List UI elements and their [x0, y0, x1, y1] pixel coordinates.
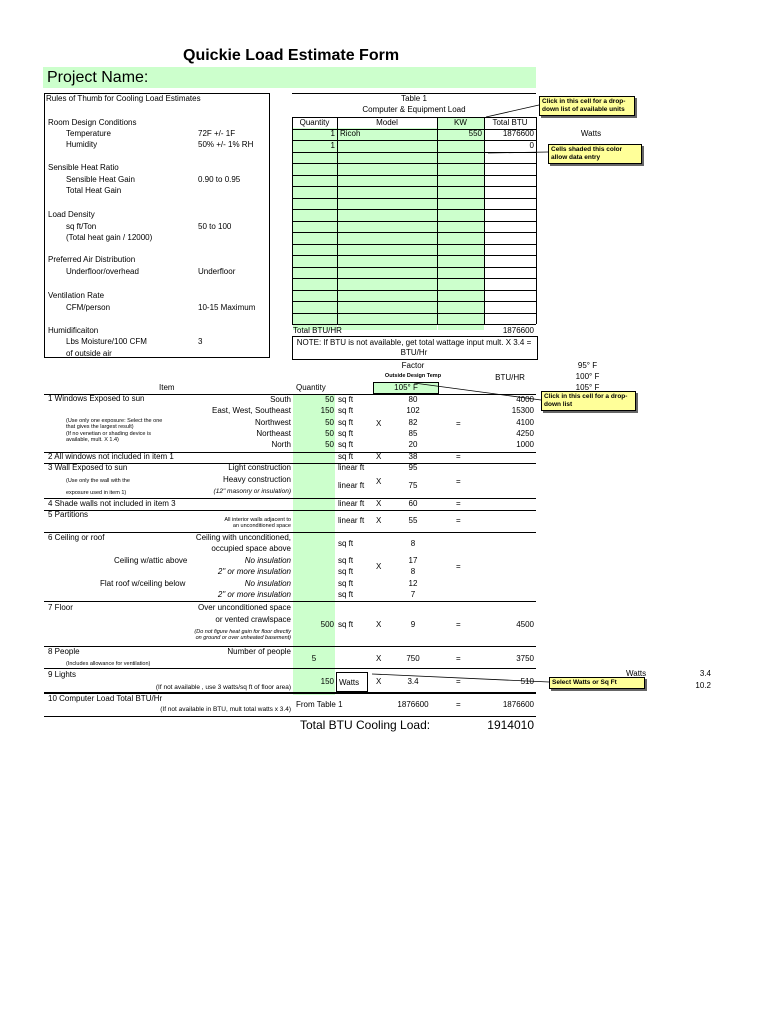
x-symbol: X [376, 562, 382, 571]
row1-model[interactable]: Ricoh [340, 129, 361, 138]
side-sqft-value: 10.2 [695, 681, 711, 690]
watts-label: Watts [580, 129, 602, 138]
item7-title: 7 Floor [48, 603, 73, 612]
item2-title: 2 All windows not included in item 1 [48, 452, 174, 461]
window-unit: sq ft [338, 418, 354, 427]
x-symbol: X [376, 677, 382, 686]
rule-label: Ventilation Rate [48, 291, 105, 300]
rule-label: Room Design Conditions [48, 118, 137, 127]
item6-unit: sq ft [338, 567, 354, 576]
item1-note: (Use only one exposure: Select the one [66, 418, 163, 424]
factor-sub: Outside Design Temp [384, 373, 442, 379]
window-unit: sq ft [338, 440, 354, 449]
item3-title: 3 Wall Exposed to sun [48, 463, 128, 472]
item9-btu: 510 [520, 677, 534, 686]
item7-qty[interactable]: 500 [320, 620, 334, 629]
row2-qty[interactable]: 1 [330, 141, 335, 150]
btu-hr-label: BTU/HR [495, 373, 525, 382]
rule-value: 10-15 Maximum [198, 303, 256, 312]
item9-note: (If not available , use 3 watts/sq ft of floor area) [155, 684, 291, 691]
item10-title: 10 Computer Load Total BTU/Hr [48, 694, 163, 703]
item9-qty[interactable]: 150 [320, 677, 334, 686]
rule-value: 72F +/- 1F [198, 129, 236, 138]
item8-desc: Number of people [227, 647, 291, 656]
item8-factor: 750 [406, 654, 420, 663]
item6-factor: 8 [410, 539, 416, 548]
rule-label: (Total heat gain / 12000) [66, 233, 153, 242]
item3-heavy: Heavy construction [222, 475, 291, 484]
side-watts-label: Watts [626, 669, 647, 678]
x-symbol: X [376, 654, 382, 663]
total-value: 1914010 [487, 718, 534, 732]
col-kw[interactable]: KW [454, 118, 467, 127]
item9-title: 9 Lights [48, 670, 77, 679]
item6-desc: Ceiling with unconditioned, [195, 533, 291, 542]
table1-total-value: 1876600 [502, 326, 534, 335]
rule-value: 0.90 to 0.95 [198, 175, 241, 184]
eq-symbol: = [456, 562, 461, 571]
item7-desc: or vented crawlspace [215, 615, 291, 624]
col-quantity: Quantity [299, 118, 330, 127]
x-symbol: X [376, 419, 382, 428]
item1-note: (If no venetian or shading device is [66, 431, 151, 437]
item5-title: 5 Partitions [48, 510, 89, 519]
item3-factor: 75 [408, 481, 418, 490]
row1-kw[interactable]: 550 [468, 129, 482, 138]
form-title: Quickie Load Estimate Form [183, 47, 400, 64]
item5-factor: 55 [408, 516, 418, 525]
item2-unit: sq ft [338, 452, 354, 461]
item6-factor: 12 [408, 579, 418, 588]
rule-label: Lbs Moisture/100 CFM [66, 337, 147, 346]
item5-unit: linear ft [338, 516, 365, 525]
rule-label: Underfloor/overhead [66, 267, 139, 276]
rule-label: CFM/person [66, 303, 111, 312]
window-factor: 82 [408, 418, 418, 427]
item3-note: (Use only the wall with the [66, 478, 130, 484]
item7-note: (Do not figure heat gain for floor directly [194, 629, 291, 635]
rule-value: 3 [198, 337, 203, 346]
item6-noins: No insulation [244, 556, 291, 565]
x-symbol: X [376, 620, 382, 629]
window-btu: 1000 [516, 440, 534, 449]
window-qty[interactable]: 150 [320, 406, 334, 415]
window-factor: 20 [408, 440, 418, 449]
rule-label: Sensible Heat Ratio [48, 163, 119, 172]
table1-note: NOTE: If BTU is not available, get total wattage input mult. X 3.4 = BTU/Hr [296, 338, 532, 357]
note-dropdown-units: Click in this cell for a drop-down list of available units [539, 96, 635, 116]
rule-value: 50 to 100 [198, 222, 232, 231]
window-factor: 102 [406, 406, 420, 415]
item3-unit: linear ft [338, 463, 365, 472]
rules-header: Rules of Thumb for Cooling Load Estimates [46, 94, 201, 103]
rule-label: Preferred Air Distribution [48, 255, 136, 264]
item6-noins: No insulation [244, 579, 291, 588]
item10-note: (If not available in BTU, mult total watts x 3.4) [160, 706, 291, 713]
item2-factor: 38 [408, 452, 418, 461]
quantity-header: Quantity [296, 383, 326, 392]
item3-unit: linear ft [338, 481, 365, 490]
item8-note: (Includes allowance for ventilation) [66, 661, 151, 667]
col-model: Model [376, 118, 398, 127]
window-exposure: East, West, Southeast [211, 406, 291, 415]
item6-unit: sq ft [338, 579, 354, 588]
window-qty[interactable]: 50 [325, 418, 334, 427]
window-exposure: South [270, 395, 291, 404]
rule-label: Sensible Heat Gain [66, 175, 135, 184]
note-select-watts: Select Watts or Sq Ft [549, 677, 645, 689]
item3-note: exposure used in item 1) [66, 490, 127, 496]
window-unit: sq ft [338, 429, 354, 438]
rule-label: of outside air [66, 349, 112, 358]
rule-label: sq ft/Ton [66, 222, 97, 231]
item5-note: an unconditioned space [232, 523, 291, 529]
item6-unit: sq ft [338, 556, 354, 565]
total-label: Total BTU Cooling Load: [300, 718, 431, 732]
item8-title: 8 People [48, 647, 80, 656]
note-dropdown: Click in this cell for a drop-down list [541, 391, 636, 411]
temp-option: 95° F [577, 361, 598, 370]
x-symbol: X [376, 477, 382, 486]
eq-symbol: = [456, 477, 461, 486]
row1-btu: 1876600 [502, 129, 534, 138]
item4-unit: linear ft [338, 499, 365, 508]
rule-label: Humidificaiton [48, 326, 99, 335]
item6-factor: 17 [408, 556, 418, 565]
eq-symbol: = [456, 516, 461, 525]
window-btu: 4250 [516, 429, 534, 438]
rule-label: Total Heat Gain [66, 186, 122, 195]
window-btu: 4100 [516, 418, 534, 427]
item3-factor: 95 [408, 463, 418, 472]
window-qty[interactable]: 50 [325, 440, 334, 449]
window-exposure: Northwest [254, 418, 291, 427]
item6-flat: Flat roof w/ceiling below [100, 579, 186, 588]
window-factor: 80 [408, 395, 418, 404]
rule-label: Load Density [48, 210, 95, 219]
eq-symbol: = [456, 419, 461, 428]
factor-label: Factor [401, 361, 425, 370]
temp-option: 105° F [575, 383, 600, 392]
item10-from: From Table 1 [296, 700, 343, 709]
eq-symbol: = [456, 499, 461, 508]
window-exposure: Northeast [256, 429, 291, 438]
item8-btu: 3750 [516, 654, 534, 663]
outside-temp-select[interactable]: 105° F [373, 382, 439, 394]
col-total-btu: Total BTU [492, 118, 528, 127]
window-btu: 4000 [516, 395, 534, 404]
eq-symbol: = [456, 620, 461, 629]
project-name-label: Project Name: [47, 69, 149, 86]
item6-attic: Ceiling w/attic above [114, 556, 188, 565]
row2-btu: 0 [529, 141, 534, 150]
window-qty[interactable]: 50 [325, 429, 334, 438]
eq-symbol: = [456, 654, 461, 663]
side-watts-value: 3.4 [699, 669, 711, 678]
rule-label: Temperature [66, 129, 111, 138]
item7-btu: 4500 [516, 620, 534, 629]
item6-ins: 2" or more insulation [217, 567, 291, 576]
x-symbol: X [376, 499, 382, 508]
temp-option: 100° F [575, 372, 600, 381]
eq-symbol: = [456, 700, 461, 709]
rule-value: Underfloor [198, 267, 236, 276]
row1-qty[interactable]: 1 [330, 129, 335, 138]
x-symbol: X [376, 516, 382, 525]
item6-title: 6 Ceiling or roof [48, 533, 105, 542]
item6-desc: occupied space above [211, 544, 291, 553]
item1-note: available, mult. X 1.4) [66, 437, 119, 443]
window-btu: 15300 [511, 406, 534, 415]
x-symbol: X [376, 452, 382, 461]
item6-unit: sq ft [338, 590, 354, 599]
window-qty[interactable]: 50 [325, 395, 334, 404]
item7-unit: sq ft [338, 620, 354, 629]
item4-title: 4 Shade walls not included in item 3 [48, 499, 176, 508]
item5-note: All interior walls adjacent to [224, 517, 291, 523]
rule-value: 50% +/- 1% RH [198, 140, 254, 149]
watts-sqft-select[interactable]: Watts [336, 672, 368, 692]
window-unit: sq ft [338, 395, 354, 404]
window-exposure: North [271, 440, 291, 449]
rule-label: Humidity [66, 140, 98, 149]
note-shaded-cells: Cells shaded this color allow data entry [548, 144, 642, 164]
table1-title: Table 1 [401, 94, 427, 103]
item7-factor: 9 [410, 620, 416, 629]
eq-symbol: = [456, 452, 461, 461]
item7-desc: Over unconditioned space [198, 603, 291, 612]
item9-factor: 3.4 [407, 677, 419, 686]
item4-factor: 60 [408, 499, 418, 508]
item-header: Item [159, 383, 175, 392]
table1-total-label: Total BTU/HR [293, 326, 342, 335]
item1-title: 1 Windows Exposed to sun [48, 394, 145, 403]
item7-note: on ground or over unheated basement) [195, 635, 291, 641]
item10-btu: 1876600 [397, 700, 429, 709]
window-unit: sq ft [338, 406, 354, 415]
item3-masonry: (12" masonry or insulation) [213, 488, 291, 495]
item3-light: Light construction [228, 463, 291, 472]
item6-unit: sq ft [338, 539, 354, 548]
item6-ins: 2" or more insulation [217, 590, 291, 599]
item8-qty[interactable]: 5 [311, 654, 317, 663]
item1-note: that gives the largest result) [66, 424, 134, 430]
item6-factor: 7 [410, 590, 416, 599]
item6-factor: 8 [410, 567, 416, 576]
window-factor: 85 [408, 429, 418, 438]
eq-symbol: = [456, 677, 461, 686]
table1-subtitle: Computer & Equipment Load [362, 105, 466, 114]
item10-btu-total: 1876600 [502, 700, 534, 709]
